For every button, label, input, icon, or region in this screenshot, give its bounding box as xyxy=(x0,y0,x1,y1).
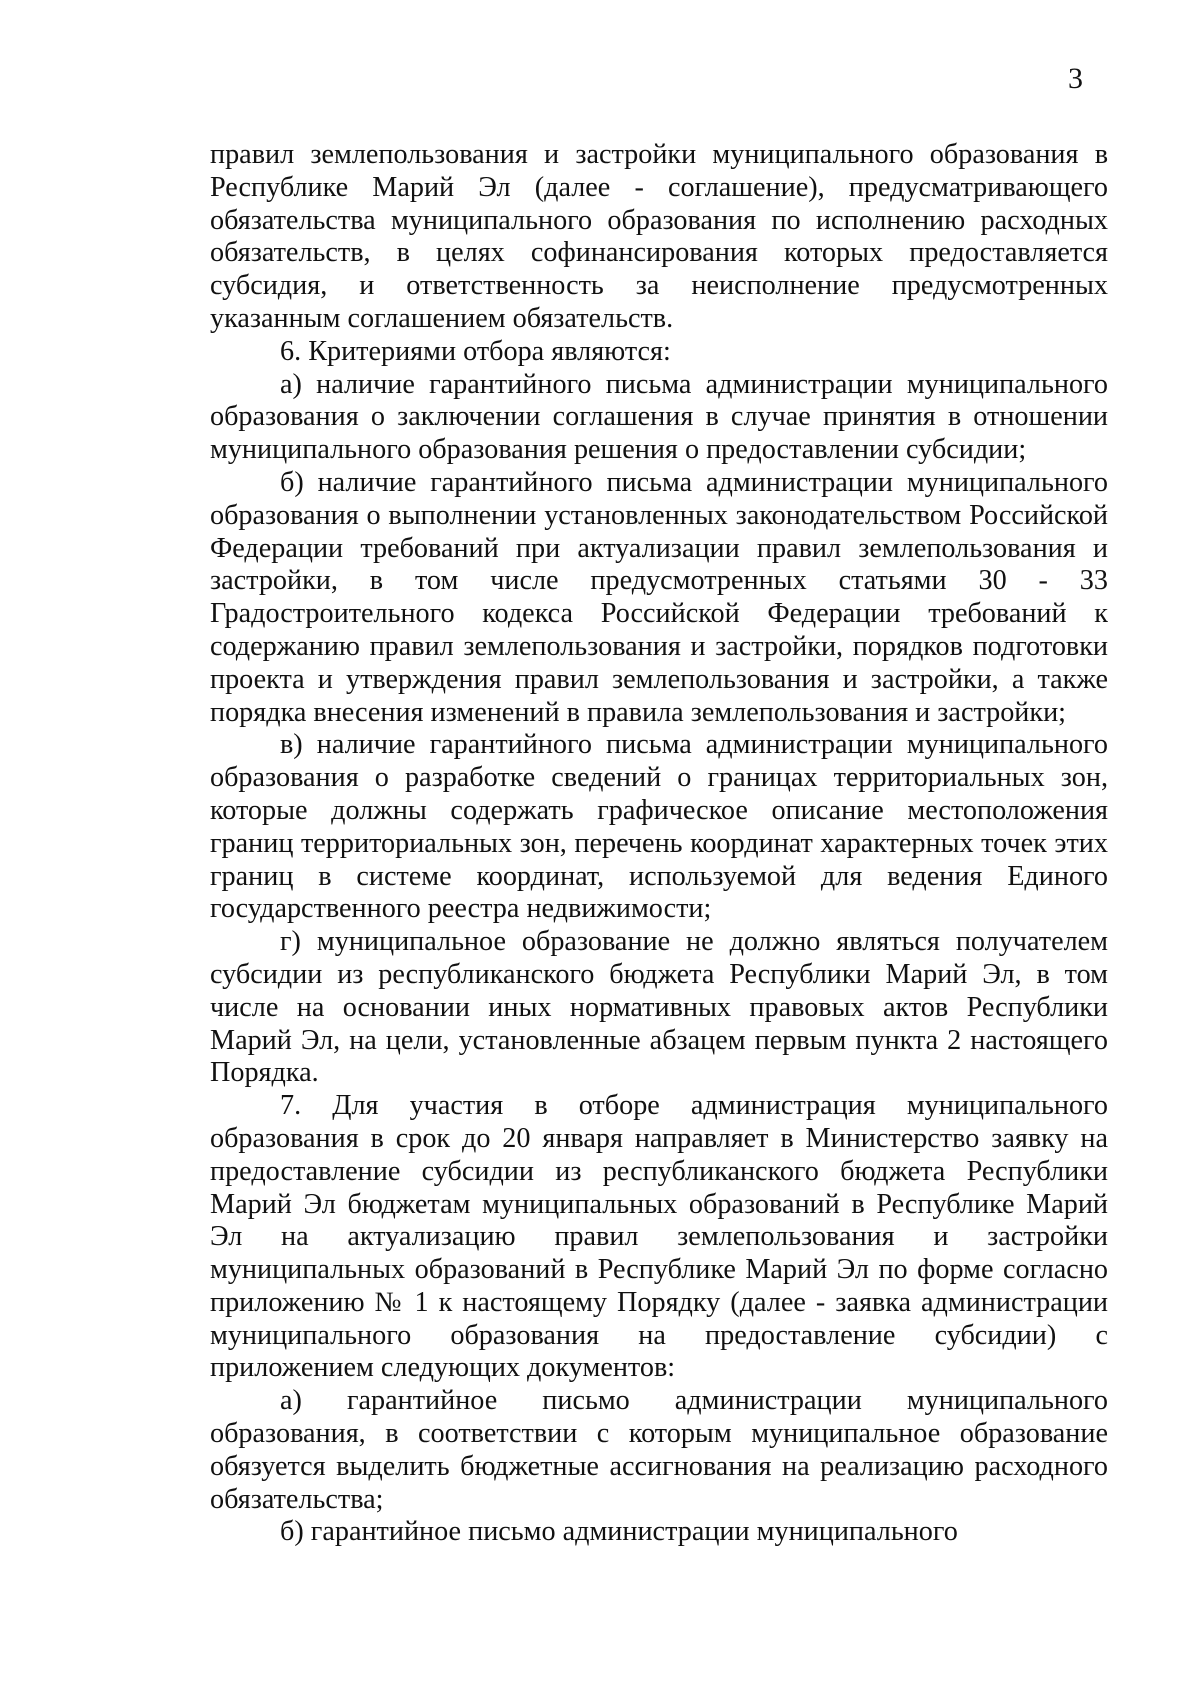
paragraph-item-6: 6. Критериями отбора являются: xyxy=(280,335,671,367)
paragraph-item-6v: в) наличие гарантийного письма администрации муниципального образования о разработке сведений о границах территориальных зон, которые должны содержать графическое описание местоположения границ территориальных зон, перечень координат характерных точек этих границ в системе координат, используемой для ведения Единого государственного реестра недвижимости; xyxy=(210,729,1108,925)
paragraph-item-6b: б) наличие гарантийного письма администрации муниципального образования о выполнении установленных законодательством Российской Федерации требований при актуализации правил землепользования и застройки, в том числе предусмотренных статьями 30 - 33 Градостроительного кодекса Российской Федерации требований к содержанию правил землепользования и застройки, порядков подготовки проекта и утверждения правил землепользования и застройки, а также порядка внесения изменений в правила землепользования и застройки; xyxy=(210,466,1108,728)
page-number: 3 xyxy=(1068,62,1083,95)
paragraph-item-6a: а) наличие гарантийного письма администрации муниципального образования о заключении соглашения в случае принятия в отношении муниципального образования решения о предоставлении субсидии; xyxy=(210,368,1108,466)
document-body xyxy=(210,139,1108,1549)
paragraph-continuation: правил землепользования и застройки муниципального образования в Республике Марий Эл (далее - соглашение), предусматривающего обязательства муниципального образования по исполнению расходных обязательств, в целях софинансирования которых предоставляется субсидия, и ответственность за неисполнение предусмотренных указанным соглашением обязательств. xyxy=(210,139,1108,334)
paragraph-item-6g: г) муниципальное образование не должно являться получателем субсидии из республиканского бюджета Республики Марий Эл, в том числе на основании иных нормативных правовых актов Республики Марий Эл, на цели, установленные абзацем первым пункта 2 настоящего Порядка. xyxy=(210,926,1108,1089)
paragraph-item-7: 7. Для участия в отборе администрация муниципального образования в срок до 20 января направляет в Министерство заявку на предоставление субсидии из республиканского бюджета Республики Марий Эл бюджетам муниципальных образований в Республике Марий Эл на актуализацию правил землепользования и застройки муниципальных образований в Республике Марий Эл по форме согласно приложению № 1 к настоящему Порядку (далее - заявка администрации муниципального образования на предоставление субсидии) с приложением следующих документов: xyxy=(210,1090,1108,1384)
paragraph-item-7a: а) гарантийное письмо администрации муниципального образования, в соответствии с которым муниципальное образование обязуется выделить бюджетные ассигнования на реализацию расходного обязательства; xyxy=(210,1385,1108,1515)
paragraph-item-7b: б) гарантийное письмо администрации муниципального xyxy=(280,1516,958,1548)
